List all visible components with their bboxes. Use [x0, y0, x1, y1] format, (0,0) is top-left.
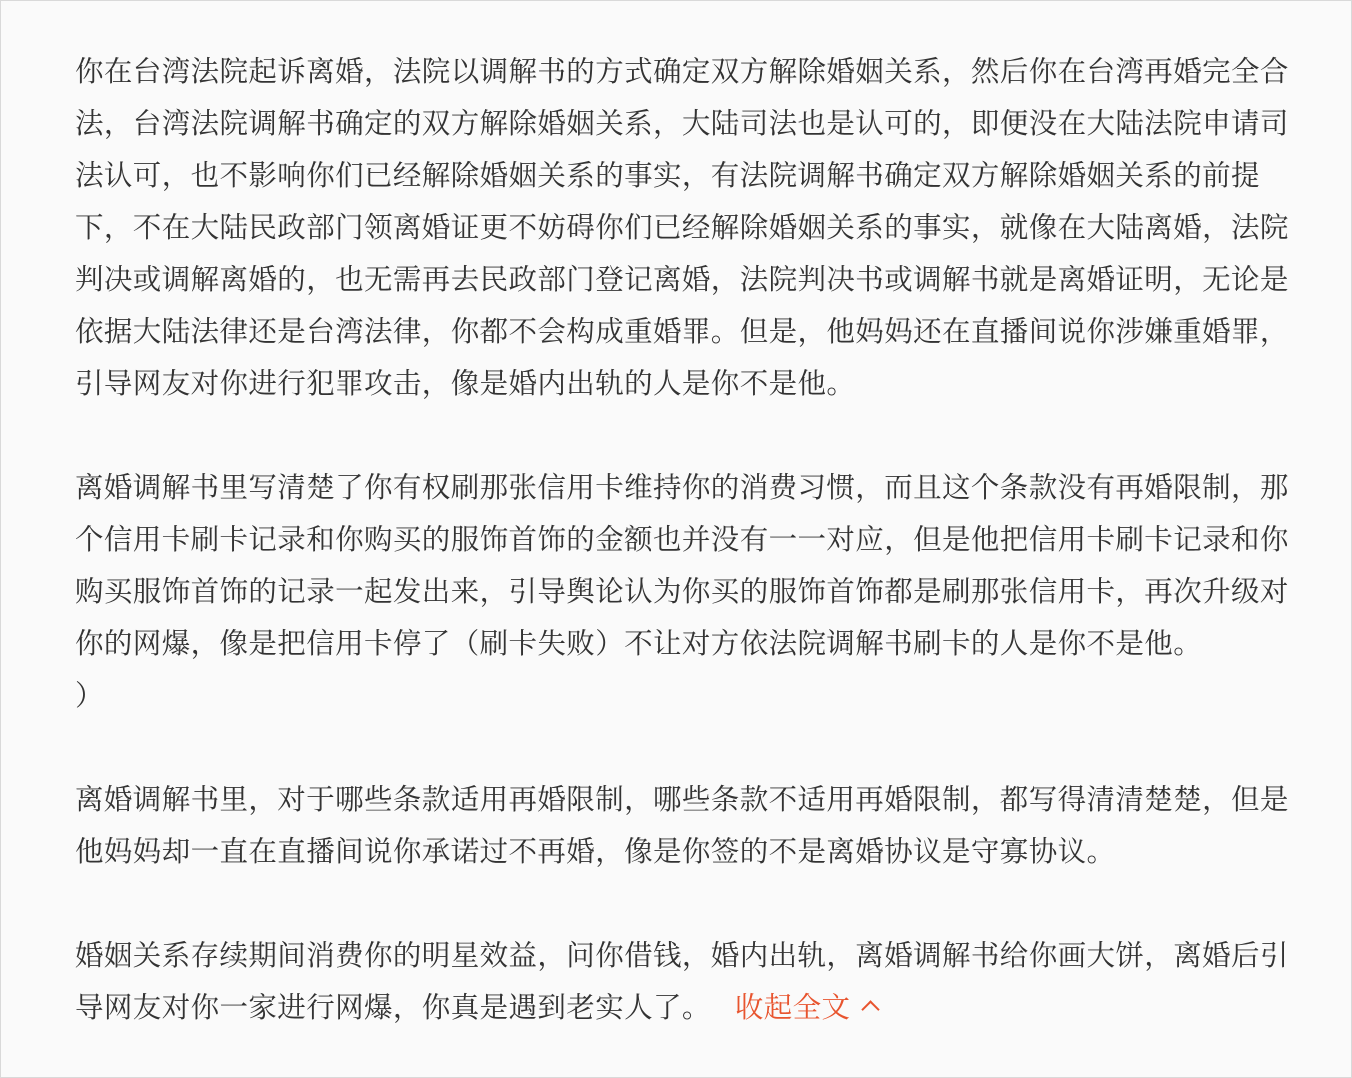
paragraph-spacer — [75, 410, 1315, 462]
collapse-label: 收起全文 — [734, 991, 851, 1024]
article-paragraph-2: 离婚调解书里写清楚了你有权刷那张信用卡维持你的消费习惯，而且这个条款没有再婚限制，那个信用卡刷卡记录和你购买的服饰首饰的金额也并没有一一对应，但是他把信用卡刷卡记录和你购买服饰首饰的记录一起发出来，引导舆论认为你买的服饰首饰都是刷那张信用卡，再次升级对你的网爆，像是把信用卡停了（刷卡失败）不让对方依法院调解书刷卡的人是你不是他。 — [75, 471, 1289, 660]
article-paragraph-1: 你在台湾法院起诉离婚，法院以调解书的方式确定双方解除婚姻关系，然后你在台湾再婚完全合法，台湾法院调解书确定的双方解除婚姻关系，大陆司法也是认可的，即便没在大陆法院申请司法认可，也不影响你们已经解除婚姻关系的事实，有法院调解书确定双方解除婚姻关系的前提下，不在大陆民政部门领离婚证更不妨碍你们已经解除婚姻关系的事实，就像在大陆离婚，法院判决或调解离婚的，也无需再去民政部门登记离婚，法院判决书或调解书就是离婚证明，无论是依据大陆法律还是台湾法律，你都不会构成重婚罪。但是，他妈妈还在直播间说你涉嫌重婚罪，引导网友对你进行犯罪攻击，像是婚内出轨的人是你不是他。 — [75, 55, 1289, 400]
article-paragraph-stray-bracket: ） — [75, 679, 104, 712]
chevron-up-icon — [862, 1000, 880, 1018]
paragraph-spacer — [75, 722, 1315, 774]
article-body — [75, 46, 1315, 1034]
paragraph-spacer — [75, 878, 1315, 930]
collapse-full-text-link[interactable] — [735, 991, 878, 1024]
article-paragraph-4-text: 婚姻关系存续期间消费你的明星效益，问你借钱，婚内出轨，离婚调解书给你画大饼，离婚后引导网友对你一家进行网爆，你真是遇到老实人了。 — [75, 939, 1289, 1024]
article-paragraph-3: 离婚调解书里，对于哪些条款适用再婚限制，哪些条款不适用再婚限制，都写得清清楚楚，但是他妈妈却一直在直播间说你承诺过不再婚，像是你签的不是离婚协议是守寡协议。 — [75, 783, 1289, 868]
article-paragraph-4 — [75, 930, 1315, 1034]
